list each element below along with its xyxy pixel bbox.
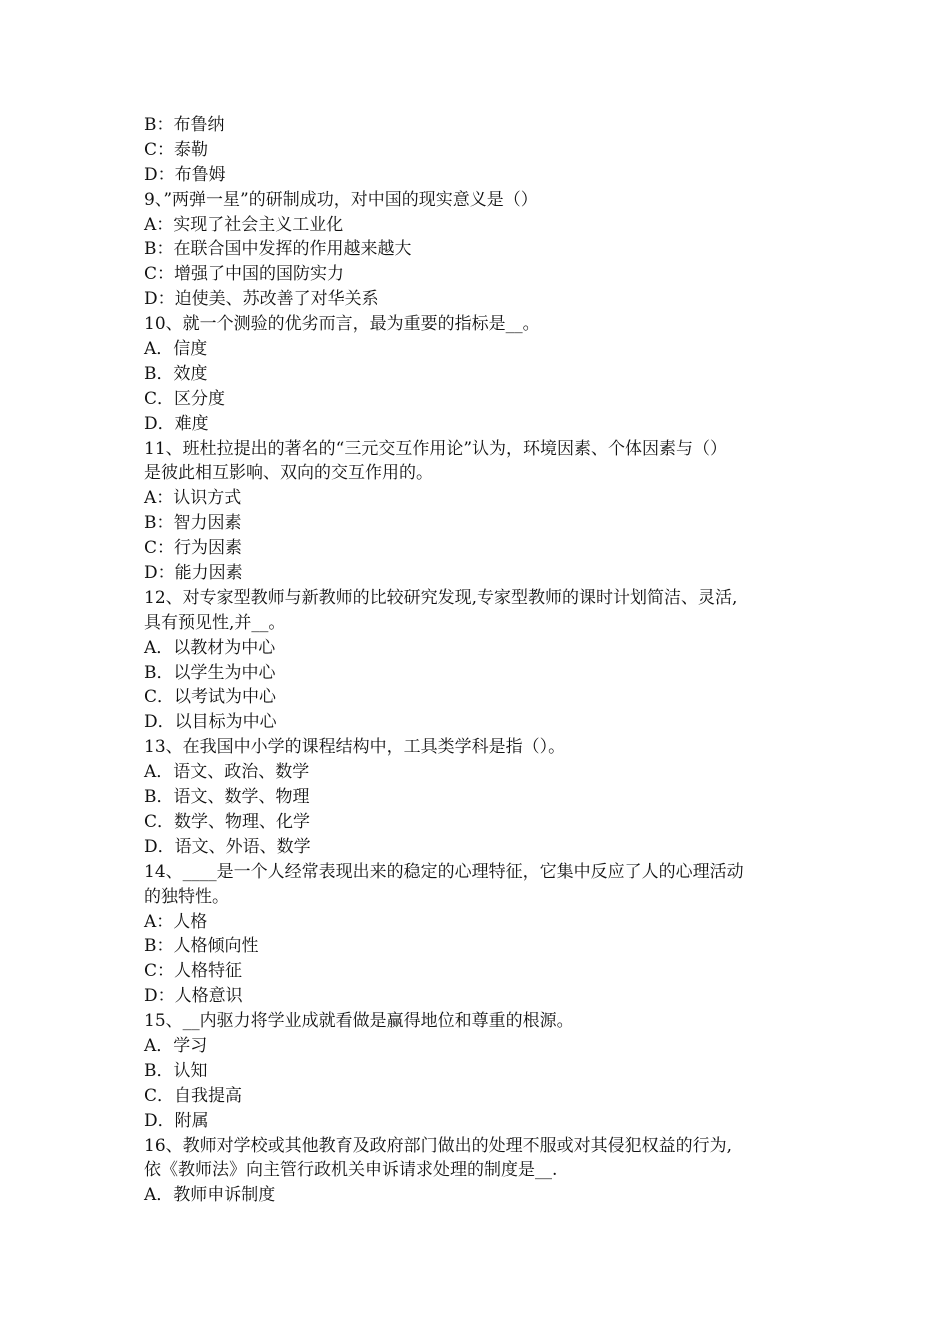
question-16 — [144, 1134, 814, 1209]
option-a: A．学习 — [144, 1035, 208, 1056]
option-b: B．效度 — [144, 363, 208, 384]
question-10 — [144, 312, 814, 436]
option-c: C：增强了中国的国防实力 — [144, 264, 345, 285]
question-text: 10、就一个测验的优劣而言，最为重要的指标是__。 — [144, 314, 540, 335]
question-text: 11、班杜拉提出的著名的“三元交互作用论”认为，环境因素、个体因素与（） — [144, 438, 728, 459]
question-13 — [144, 735, 814, 859]
option-b: B：人格倾向性 — [144, 936, 259, 957]
question-14 — [144, 860, 814, 1009]
option-a: A．以教材为中心 — [144, 637, 276, 658]
question-text: 12、对专家型教师与新教师的比较研究发现,专家型教师的课时计划简洁、灵活, — [144, 587, 738, 608]
option-c: C：行为因素 — [144, 538, 243, 559]
option-b: B：智力因素 — [144, 513, 242, 534]
question-15 — [144, 1009, 814, 1133]
option-d: D：能力因素 — [144, 563, 243, 584]
option-d: D．语文、外语、数学 — [144, 836, 311, 857]
option-d: D：布鲁姆 — [144, 164, 226, 185]
question-11 — [144, 437, 814, 586]
question-text: 13、在我国中小学的课程结构中，工具类学科是指（）。 — [144, 737, 566, 758]
question-text-cont: 依《教师法》向主管行政机关申诉请求处理的制度是__. — [144, 1160, 558, 1181]
question-text: 15、__内驱力将学业成就看做是赢得地位和尊重的根源。 — [144, 1011, 574, 1032]
option-c: C．自我提高 — [144, 1085, 243, 1106]
question-text-cont: 的独特性。 — [144, 886, 229, 907]
option-b: B：在联合国中发挥的作用越来越大 — [144, 239, 412, 260]
option-b: B．以学生为中心 — [144, 662, 276, 683]
option-c: C．区分度 — [144, 388, 226, 409]
option-b: B．语文、数学、物理 — [144, 787, 310, 808]
option-a: A．语文、政治、数学 — [144, 762, 310, 783]
option-d: D．难度 — [144, 413, 209, 434]
option-b: B．认知 — [144, 1060, 208, 1081]
question-12 — [144, 586, 814, 735]
q8-options-tail — [144, 113, 814, 188]
question-9 — [144, 188, 814, 312]
question-text: 9、”两弹一星”的研制成功，对中国的现实意义是（） — [144, 189, 538, 210]
option-a: A：人格 — [144, 911, 208, 932]
document-page — [144, 113, 814, 1208]
option-c: C：泰勒 — [144, 139, 209, 160]
option-a: A：实现了社会主义工业化 — [144, 214, 344, 235]
option-a: A：认识方式 — [144, 488, 242, 509]
option-a: A．教师申诉制度 — [144, 1185, 276, 1206]
option-c: C．数学、物理、化学 — [144, 811, 311, 832]
option-d: D：迫使美、苏改善了对华关系 — [144, 289, 379, 310]
question-text: 16、教师对学校或其他教育及政府部门做出的处理不服或对其侵犯权益的行为, — [144, 1135, 733, 1156]
option-d: D．以目标为中心 — [144, 712, 277, 733]
question-text-cont: 是彼此相互影响、双向的交互作用的。 — [144, 463, 433, 484]
question-text-cont: 具有预见性,并__。 — [144, 612, 286, 633]
option-a: A．信度 — [144, 339, 208, 360]
question-text: 14、____是一个人经常表现出来的稳定的心理特征，它集中反应了人的心理活动 — [144, 861, 744, 882]
option-b: B：布鲁纳 — [144, 115, 225, 135]
option-d: D．附属 — [144, 1110, 209, 1131]
option-d: D：人格意识 — [144, 986, 243, 1007]
option-c: C：人格特征 — [144, 961, 243, 982]
option-c: C．以考试为中心 — [144, 687, 277, 708]
